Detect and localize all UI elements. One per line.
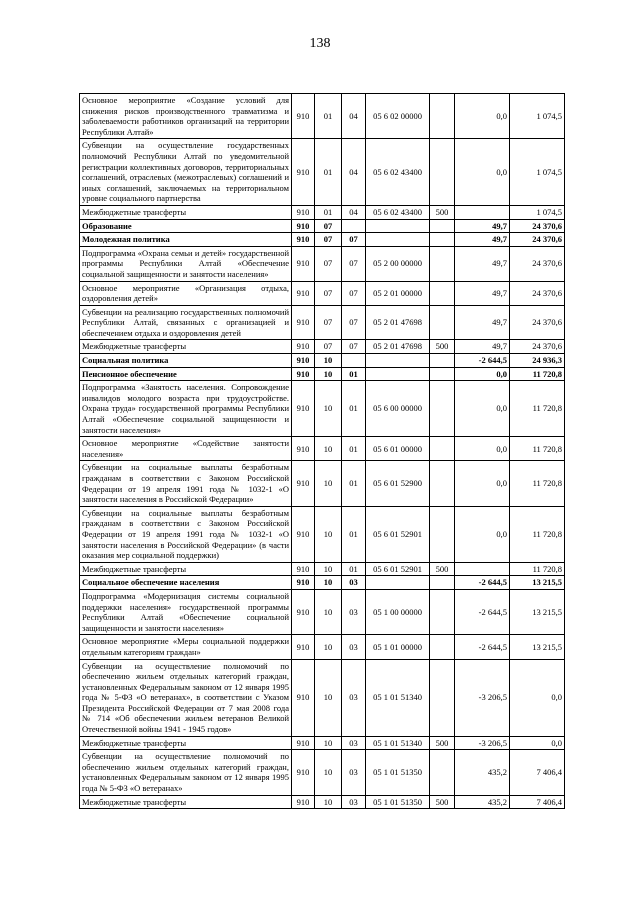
expense-type-code [430, 461, 455, 506]
target-article-code [366, 233, 430, 247]
table-row [80, 562, 565, 576]
change-amount: 0,0 [455, 506, 510, 562]
subsection-code: 03 [342, 576, 366, 590]
expense-type-code [430, 281, 455, 305]
expense-type-code [430, 506, 455, 562]
subsection-code: 01 [342, 562, 366, 576]
total-amount: 13 215,5 [510, 576, 565, 590]
ministry-code: 910 [292, 94, 315, 139]
row-name: Межбюджетные трансферты [80, 795, 292, 809]
page-number: 138 [309, 36, 331, 51]
total-amount: 11 720,8 [510, 562, 565, 576]
change-amount [455, 205, 510, 219]
subsection-code: 07 [342, 246, 366, 281]
total-amount: 7 406,4 [510, 750, 565, 795]
target-article-code [366, 219, 430, 233]
target-article-code: 05 6 01 00000 [366, 437, 430, 461]
expense-type-code [430, 367, 455, 381]
row-name: Субвенции на реализацию государственных полномочий Республики Алтай, связанных с организацией и обеспечением отдыха и оздоровления детей [80, 305, 292, 340]
subsection-code: 04 [342, 139, 366, 206]
table-row [80, 635, 565, 659]
expense-type-code [430, 576, 455, 590]
expense-type-code: 500 [430, 340, 455, 354]
ministry-code: 910 [292, 750, 315, 795]
change-amount: 49,7 [455, 246, 510, 281]
row-name: Основное мероприятие «Организация отдыха, оздоровления детей» [80, 281, 292, 305]
row-name: Межбюджетные трансферты [80, 562, 292, 576]
subsection-code: 03 [342, 659, 366, 736]
table-row [80, 506, 565, 562]
expense-type-code [430, 354, 455, 368]
table-row [80, 576, 565, 590]
change-amount [455, 562, 510, 576]
total-amount: 13 215,5 [510, 589, 565, 634]
subsection-code: 04 [342, 205, 366, 219]
subsection-code: 03 [342, 750, 366, 795]
total-amount: 11 720,8 [510, 506, 565, 562]
row-name: Подпрограмма «Занятость населения. Сопровождение инвалидов молодого возраста при трудоустройстве. Охрана труда» государственной программы Республики Алтай «Обеспечение социальной защищенности и занятости населения» [80, 381, 292, 437]
subsection-code [342, 354, 366, 368]
table-row [80, 305, 565, 340]
row-name: Межбюджетные трансферты [80, 205, 292, 219]
section-code: 10 [315, 635, 342, 659]
total-amount: 24 370,6 [510, 233, 565, 247]
target-article-code: 05 6 02 43400 [366, 205, 430, 219]
change-amount: 435,2 [455, 795, 510, 809]
expense-type-code [430, 139, 455, 206]
section-code: 10 [315, 795, 342, 809]
subsection-code: 07 [342, 305, 366, 340]
total-amount: 24 370,6 [510, 246, 565, 281]
target-article-code: 05 2 01 47698 [366, 305, 430, 340]
section-code: 10 [315, 381, 342, 437]
subsection-code: 07 [342, 340, 366, 354]
table-row [80, 381, 565, 437]
ministry-code: 910 [292, 246, 315, 281]
row-name: Субвенции на социальные выплаты безработным гражданам в соответствии с Законом Российской Федерации от 19 апреля 1991 года № 1032-1 «О занятости населения в Российской Федерации» (в части оказания мер социальной поддержки) [80, 506, 292, 562]
ministry-code: 910 [292, 659, 315, 736]
section-code: 10 [315, 506, 342, 562]
table-body [80, 94, 565, 809]
table-row [80, 219, 565, 233]
section-code: 10 [315, 750, 342, 795]
ministry-code: 910 [292, 437, 315, 461]
row-name: Молодежная политика [80, 233, 292, 247]
table-row [80, 205, 565, 219]
target-article-code: 05 1 01 00000 [366, 635, 430, 659]
section-code: 10 [315, 367, 342, 381]
subsection-code: 01 [342, 461, 366, 506]
section-code: 07 [315, 219, 342, 233]
ministry-code: 910 [292, 139, 315, 206]
change-amount: 435,2 [455, 750, 510, 795]
section-code: 07 [315, 340, 342, 354]
subsection-code: 03 [342, 589, 366, 634]
change-amount: -2 644,5 [455, 354, 510, 368]
row-name: Субвенции на осуществление полномочий по обеспечению жильем отдельных категорий граждан, установленных Федеральным законом от 12 января 1995 года № 5-ФЗ «О ветеранах», в соответствии с Указом Президента Российской Федерации от 7 мая 2008 года № 714 «Об обеспечении жильем ветеранов Великой Отечественной войны 1941 - 1945 годов» [80, 659, 292, 736]
target-article-code: 05 6 02 00000 [366, 94, 430, 139]
subsection-code: 07 [342, 233, 366, 247]
change-amount: 0,0 [455, 381, 510, 437]
target-article-code: 05 6 01 52900 [366, 461, 430, 506]
target-article-code: 05 6 01 52901 [366, 506, 430, 562]
target-article-code [366, 367, 430, 381]
table-row [80, 340, 565, 354]
ministry-code: 910 [292, 305, 315, 340]
total-amount: 24 936,3 [510, 354, 565, 368]
section-code: 10 [315, 736, 342, 750]
ministry-code: 910 [292, 576, 315, 590]
ministry-code: 910 [292, 281, 315, 305]
total-amount: 24 370,6 [510, 281, 565, 305]
expense-type-code [430, 589, 455, 634]
subsection-code: 03 [342, 795, 366, 809]
total-amount: 1 074,5 [510, 205, 565, 219]
target-article-code: 05 6 00 00000 [366, 381, 430, 437]
ministry-code: 910 [292, 506, 315, 562]
change-amount: 0,0 [455, 461, 510, 506]
change-amount: -2 644,5 [455, 576, 510, 590]
target-article-code [366, 354, 430, 368]
table-row [80, 139, 565, 206]
change-amount: -3 206,5 [455, 736, 510, 750]
change-amount: 49,7 [455, 233, 510, 247]
target-article-code: 05 6 01 52901 [366, 562, 430, 576]
change-amount: 49,7 [455, 281, 510, 305]
expense-type-code [430, 750, 455, 795]
section-code: 10 [315, 576, 342, 590]
change-amount: 0,0 [455, 367, 510, 381]
total-amount: 11 720,8 [510, 437, 565, 461]
total-amount: 0,0 [510, 736, 565, 750]
row-name: Основное мероприятие «Создание условий для снижения рисков производственного травматизма и заболеваемости работников организаций на территории Республики Алтай» [80, 94, 292, 139]
expense-type-code [430, 635, 455, 659]
row-name: Подпрограмма «Модернизация системы социальной поддержки населения» государственной программы Республики Алтай «Обеспечение социальной защищенности и занятости населения» [80, 589, 292, 634]
change-amount: -2 644,5 [455, 589, 510, 634]
subsection-code: 01 [342, 437, 366, 461]
target-article-code [366, 576, 430, 590]
target-article-code: 05 2 00 00000 [366, 246, 430, 281]
row-name: Основное мероприятие «Меры социальной поддержки отдельным категориям граждан» [80, 635, 292, 659]
total-amount: 24 370,6 [510, 305, 565, 340]
expense-type-code [430, 219, 455, 233]
row-name: Пенсионное обеспечение [80, 367, 292, 381]
ministry-code: 910 [292, 461, 315, 506]
target-article-code: 05 1 01 51350 [366, 750, 430, 795]
expense-type-code [430, 305, 455, 340]
total-amount: 11 720,8 [510, 461, 565, 506]
ministry-code: 910 [292, 219, 315, 233]
total-amount: 1 074,5 [510, 94, 565, 139]
expense-type-code: 500 [430, 205, 455, 219]
row-name: Подпрограмма «Охрана семьи и детей» государственной программы Республики Алтай «Обеспечение социальной защищенности и занятости населения» [80, 246, 292, 281]
row-name: Межбюджетные трансферты [80, 736, 292, 750]
table-row [80, 461, 565, 506]
row-name: Основное мероприятие «Содействие занятости населения» [80, 437, 292, 461]
ministry-code: 910 [292, 233, 315, 247]
row-name: Субвенции на осуществление государственных полномочий Республики Алтай по уведомительной регистрации коллективных договоров, территориальных соглашений, отраслевых (межотраслевых) соглашений и иных соглашений, заключаемых на территориальном уровне социального партнерства [80, 139, 292, 206]
ministry-code: 910 [292, 736, 315, 750]
section-code: 07 [315, 281, 342, 305]
table-row [80, 246, 565, 281]
expense-type-code [430, 246, 455, 281]
change-amount: 0,0 [455, 139, 510, 206]
target-article-code: 05 6 02 43400 [366, 139, 430, 206]
expense-type-code [430, 381, 455, 437]
section-code: 10 [315, 562, 342, 576]
ministry-code: 910 [292, 795, 315, 809]
row-name: Социальная политика [80, 354, 292, 368]
target-article-code: 05 1 01 51340 [366, 659, 430, 736]
target-article-code: 05 1 00 00000 [366, 589, 430, 634]
change-amount: 0,0 [455, 437, 510, 461]
ministry-code: 910 [292, 367, 315, 381]
section-code: 10 [315, 589, 342, 634]
section-code: 10 [315, 659, 342, 736]
target-article-code: 05 2 01 47698 [366, 340, 430, 354]
expense-type-code: 500 [430, 795, 455, 809]
expense-type-code [430, 437, 455, 461]
section-code: 01 [315, 94, 342, 139]
subsection-code: 03 [342, 635, 366, 659]
change-amount: -2 644,5 [455, 635, 510, 659]
target-article-code: 05 2 01 00000 [366, 281, 430, 305]
change-amount: -3 206,5 [455, 659, 510, 736]
section-code: 07 [315, 305, 342, 340]
expense-type-code [430, 94, 455, 139]
row-name: Социальное обеспечение населения [80, 576, 292, 590]
table-row [80, 233, 565, 247]
table-row [80, 94, 565, 139]
table-row [80, 367, 565, 381]
row-name: Образование [80, 219, 292, 233]
expense-type-code [430, 659, 455, 736]
ministry-code: 910 [292, 205, 315, 219]
change-amount: 0,0 [455, 94, 510, 139]
row-name: Субвенции на социальные выплаты безработным гражданам в соответствии с Законом Российской Федерации от 19 апреля 1991 года № 1032-1 «О занятости населения в Российской Федерации» [80, 461, 292, 506]
total-amount: 24 370,6 [510, 340, 565, 354]
change-amount: 49,7 [455, 340, 510, 354]
change-amount: 49,7 [455, 219, 510, 233]
total-amount: 11 720,8 [510, 381, 565, 437]
budget-table [79, 93, 565, 809]
section-code: 07 [315, 246, 342, 281]
ministry-code: 910 [292, 381, 315, 437]
ministry-code: 910 [292, 354, 315, 368]
section-code: 10 [315, 461, 342, 506]
subsection-code: 01 [342, 367, 366, 381]
target-article-code: 05 1 01 51340 [366, 736, 430, 750]
total-amount: 24 370,6 [510, 219, 565, 233]
total-amount: 1 074,5 [510, 139, 565, 206]
subsection-code: 03 [342, 736, 366, 750]
table-row [80, 659, 565, 736]
subsection-code: 07 [342, 281, 366, 305]
table-row [80, 437, 565, 461]
ministry-code: 910 [292, 562, 315, 576]
ministry-code: 910 [292, 340, 315, 354]
total-amount: 11 720,8 [510, 367, 565, 381]
ministry-code: 910 [292, 635, 315, 659]
section-code: 10 [315, 437, 342, 461]
expense-type-code: 500 [430, 736, 455, 750]
subsection-code: 01 [342, 381, 366, 437]
target-article-code: 05 1 01 51350 [366, 795, 430, 809]
ministry-code: 910 [292, 589, 315, 634]
total-amount: 0,0 [510, 659, 565, 736]
table-row [80, 750, 565, 795]
subsection-code: 01 [342, 506, 366, 562]
expense-type-code [430, 233, 455, 247]
subsection-code: 04 [342, 94, 366, 139]
expense-type-code: 500 [430, 562, 455, 576]
table-row [80, 736, 565, 750]
section-code: 07 [315, 233, 342, 247]
table-row [80, 354, 565, 368]
subsection-code [342, 219, 366, 233]
section-code: 01 [315, 139, 342, 206]
total-amount: 13 215,5 [510, 635, 565, 659]
table-row [80, 589, 565, 634]
section-code: 10 [315, 354, 342, 368]
table-row [80, 795, 565, 809]
change-amount: 49,7 [455, 305, 510, 340]
total-amount: 7 406,4 [510, 795, 565, 809]
row-name: Межбюджетные трансферты [80, 340, 292, 354]
section-code: 01 [315, 205, 342, 219]
table-row [80, 281, 565, 305]
row-name: Субвенции на осуществление полномочий по обеспечению жильем отдельных категорий граждан, установленных Федеральным законом от 12 января 1995 года № 5-ФЗ «О ветеранах» [80, 750, 292, 795]
